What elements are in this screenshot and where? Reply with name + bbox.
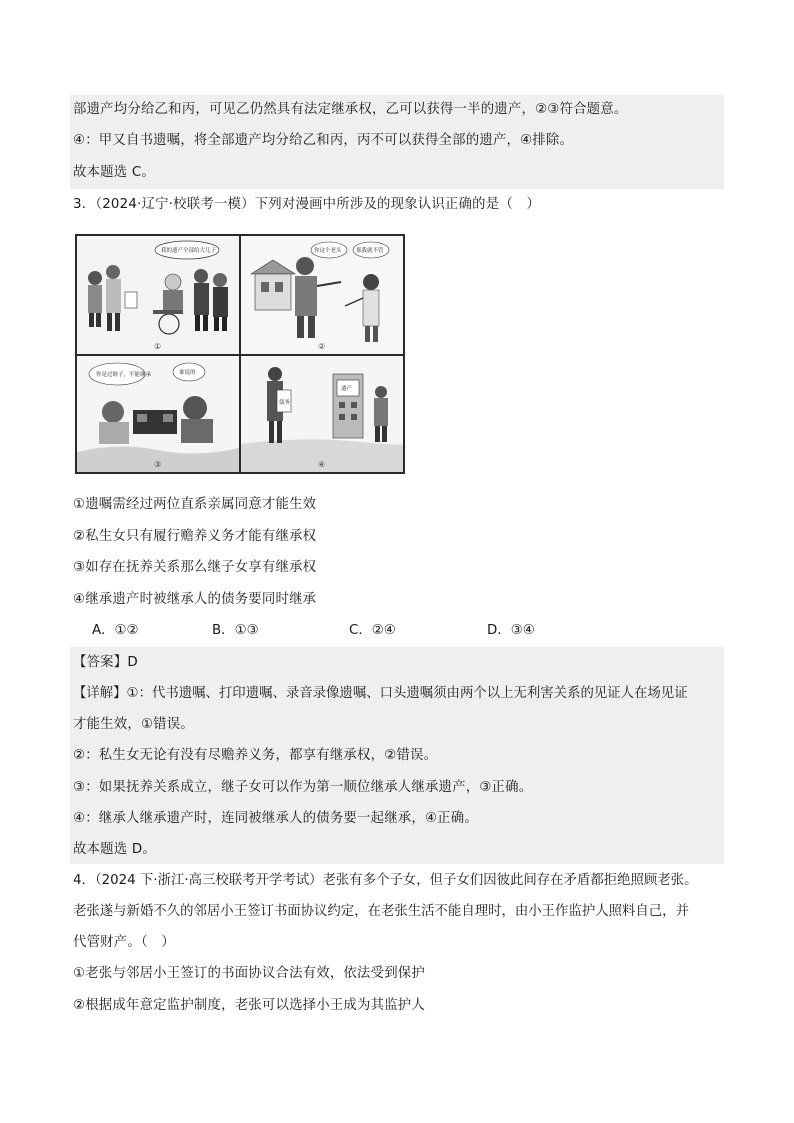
question-3-option-b: B．①③ xyxy=(212,623,259,638)
cartoon-panel-2 xyxy=(241,236,403,354)
panel-2-number: ② xyxy=(318,342,326,351)
panel-3-bubble-left: 你是过继子，不能继承 xyxy=(96,372,152,378)
panel-1-number: ① xyxy=(154,342,162,351)
question-4-stem-line-1: 4．（2024 下·浙江·高三校联考开学考试）老张有多个子女，但子女们因彼此间存在矛盾都拒绝照顾老张。 xyxy=(73,873,698,888)
panel-3-bubble-right: 谁说的 xyxy=(179,370,196,376)
panel-1-bubble: 我的遗产全部给大儿子 xyxy=(161,248,217,254)
question-4-stem-line-2: 老张遂与新婚不久的邻居小王签订书面协议约定，在老张生活不能自理时，由小王作监护人照料自己，并 xyxy=(73,904,689,919)
question-4-statement-2: ②根据成年意定监护制度，老张可以选择小王成为其监护人 xyxy=(73,998,425,1013)
panel-4-sign-person: 债务 xyxy=(279,400,291,406)
question-3-option-d: D．③④ xyxy=(487,623,535,638)
prev-solution-conclusion: 故本题选 C。 xyxy=(73,165,155,180)
question-3-detail-line-1: 【详解】①：代书遗嘱、打印遗嘱、录音录像遗嘱、口头遗嘱须由两个以上无利害关系的见证人在场见证 xyxy=(73,686,688,701)
question-3-statement-2: ②私生女只有履行赡养义务才能有继承权 xyxy=(73,529,317,544)
cartoon-panel-1 xyxy=(77,236,239,354)
question-3-statement-1: ①遗嘱需经过两位直系亲属同意才能生效 xyxy=(73,497,317,512)
question-3-statement-3: ③如存在抚养关系那么继子女享有继承权 xyxy=(73,560,317,575)
question-3-option-c: C．②④ xyxy=(349,623,396,638)
question-3-answer: 【答案】D xyxy=(73,655,138,670)
question-4-statement-1: ①老张与邻居小王签订的书面协议合法有效，依法受到保护 xyxy=(73,966,425,981)
question-3-detail-conclusion: 故本题选 D。 xyxy=(73,842,156,857)
question-3-detail-line-5: ④：继承人继承遗产时，连同被继承人的债务要一起继承，④正确。 xyxy=(73,811,478,826)
panel-4-sign-building: 遗产 xyxy=(341,386,353,392)
prev-solution-line-2: ④：甲又自书遗嘱，将全部遗产均分给乙和丙，丙不可以获得全部的遗产，④排除。 xyxy=(73,133,574,148)
question-3-detail-line-3: ②：私生女无论有没有尽赡养义务，都享有继承权，②错误。 xyxy=(73,748,438,763)
question-4-stem-line-3: 代管财产。（ ） xyxy=(73,935,176,950)
question-3-statement-4: ④继承遗产时被继承人的债务要同时继承 xyxy=(73,592,317,607)
panel-2-bubble-left: 你这个老头 xyxy=(314,248,342,254)
question-3-stem: 3．（2024·辽宁·校联考一模）下列对漫画中所涉及的现象认识正确的是（ ） xyxy=(73,197,541,212)
panel-3-number: ③ xyxy=(154,460,162,469)
panel-2-bubble-right: 那我就不管 xyxy=(356,248,384,254)
cartoon-panel-3 xyxy=(77,356,239,472)
cartoon-panel-4 xyxy=(241,356,403,472)
panel-4-number: ④ xyxy=(318,460,326,469)
question-3-option-a: A．①② xyxy=(92,623,139,638)
question-3-detail-line-4: ③：如果抚养关系成立，继子女可以作为第一顺位继承人继承遗产，③正确。 xyxy=(73,780,533,795)
prev-solution-line-1: 部遗产均分给乙和丙，可见乙仍然具有法定继承权，乙可以获得一半的遗产，②③符合题意。 xyxy=(73,102,628,117)
cartoon-figure xyxy=(75,234,405,474)
question-3-detail-line-2: 才能生效，①错误。 xyxy=(73,717,194,732)
